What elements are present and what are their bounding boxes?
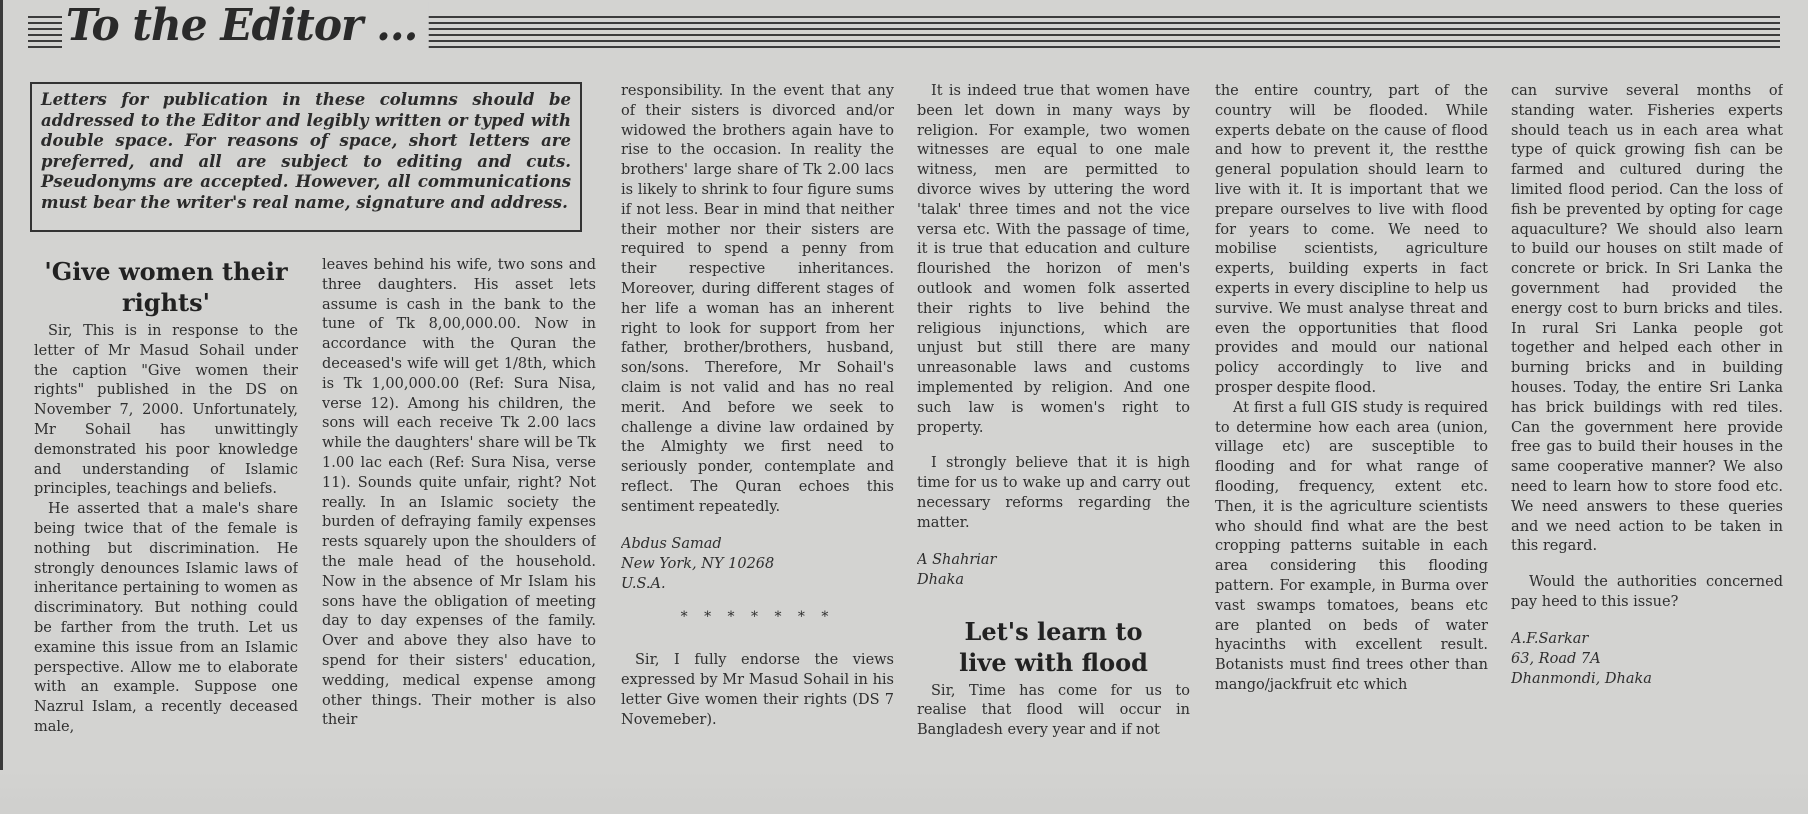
signature-country: U.S.A. — [621, 575, 666, 592]
letter1-paragraph: responsibility. In the event that any of their sisters is divorced and/or widowed the brothers again have to rise to the occasion. In reality the brothers' large share of Tk 2.00 lacs is likely to shrink to four figure sums if not less. Bear in mind that neither their mother nor their sisters are required to spend a penny from their respective inheritances. Moreover, during different stages of her life a woman has an inherent right to look for support from her father, brother/brothers, husband, son/sons. Therefore, Mr Sohail's claim is not valid and has no real merit. And before we seek to challenge a divine law ordained by the Almighty we first need to seriously ponder, contemplate and reflect. The Quran echoes this sentiment repeatedly. — [621, 83, 894, 515]
letter1-headline: 'Give women their rights' — [44, 257, 288, 317]
letter1-paragraph: leaves behind his wife, two sons and three daughters. His asset lets assume is cash in the bank to the tune of Tk 8,00,000.00. Now in accordance with the Quran the deceased's wife will get 1/8th, which is Tk 1,00,000.00 (Ref: Sura Nisa, verse 12). Among his children, the sons will each receive Tk 2.00 lacs while the daughters' share will be Tk 1.00 lac each (Ref: Sura Nisa, verse 11). Sounds quite unfair, right? Not really. In an Islamic society the burden of defraying family expenses rests squarely upon the shoulders of the male head of the household. Now in the absence of Mr Islam his sons have the obligation of meeting day to day expenses of the family. Over and above they also have to spend for their sisters' education, wedding, medical expense among other things. Their mother is also their — [322, 257, 596, 729]
letter3-paragraph: can survive several months of standing water. Fisheries experts should teach us in each area what type of quick growing fish can be farmed and cultured during the limited flood period. Can the loss of fish be prevented by opting for cage aquaculture? We should also learn to build our houses on stilt made of concrete or brick. In Sri Lanka the government had provided the energy cost to burn bricks and tiles. In rural Sri Lanka people got together and helped each other in burning bricks and in building houses. Today, the entire Sri Lanka has brick buildings with red tiles. Can the government here provide free gas to build their houses in the same cooperative manner? We also need to learn how to store food etc. We need answers to these queries and we need action to be taken in this regard. — [1511, 83, 1783, 555]
column-6 — [1511, 82, 1783, 776]
column-5 — [1215, 82, 1488, 776]
letter2-paragraph: I strongly believe that it is high time for us to wake up and carry out necessary reforms regarding the matter. — [917, 455, 1190, 531]
section-title: To the Editor ... — [62, 2, 429, 50]
signature-city: New York, NY 10268 — [621, 555, 775, 572]
letter3-paragraph: the entire country, part of the country will be flooded. While experts debate on the cause of flood and how to prevent it, the restthe general population should learn to live with it. It is important that we prepare ourselves to live with flood for years to come. We need to mobilise scientists, agriculture experts, building experts in fact experts in every discipline to help us survive. We must analyse threat and even the opportunities that flood provides and mould our national policy accordingly to live and prosper despite flood. — [1215, 83, 1488, 396]
signature-name: A Shahriar — [917, 551, 997, 568]
letter1-signature — [621, 534, 894, 594]
letter3-signature — [1511, 629, 1783, 689]
letter3-paragraph: At first a full GIS study is required to determine how each area (union, village etc) are susceptible to flooding and for what range of flooding, frequency, extent etc. Then, it is the agriculture scientists who should find what are the best cropping patterns suitable in each area considering this flooding pattern. For example, in Burma over vast swamps tomatoes, beans etc are planted on beds of water hyacinths with excellent result. Botanists must find trees other than mango/jackfruit etc which — [1215, 399, 1488, 693]
column-2 — [322, 256, 596, 776]
signature-name: Abdus Samad — [621, 535, 722, 552]
letter3-headline: Let's learn to live with flood — [959, 616, 1148, 677]
signature-area: Dhanmondi, Dhaka — [1511, 670, 1652, 687]
letter2-paragraph: Sir, I fully endorse the views expressed by Mr Masud Sohail in his letter Give women their rights (DS 7 Novemeber). — [621, 652, 894, 728]
letter2-paragraph: It is indeed true that women have been let down in many ways by religion. For example, two women witnesses are equal to one male witness, men are permitted to divorce wives by uttering the word 'talak' three times and not the vice versa etc. With the passage of time, it is true that education and culture flourished the horizon of men's outlook and women folk asserted their rights to live behind the religious injunctions, which are unjust but still there are many unreasonable laws and customs implemented by religion. And one such law is women's right to property. — [917, 83, 1190, 436]
letter2-signature — [917, 550, 1190, 590]
editor-notice-box: Letters for publication in these columns should be addressed to the Editor and legibly written or typed with double space. For reasons of space, short letters are preferred, and all are subject to editing and cuts. Pseudonyms are accepted. However, all communications must bear the writer's real name, signature and address. — [30, 82, 582, 232]
signature-name: A.F.Sarkar — [1511, 630, 1589, 647]
letter3-paragraph: Would the authorities concerned pay heed to this issue? — [1511, 574, 1783, 610]
letter1-paragraph: Sir, This is in response to the letter of Mr Masud Sohail under the caption "Give women their rights" published in the DS on November 7, 2000. Unfortunately, Mr Sohail has unwittingly demonstrated his poor knowledge and understanding of Islamic principles, teachings and beliefs. — [34, 323, 298, 498]
letter-separator: * * * * * * * — [680, 608, 835, 625]
page-bottom-shadow — [0, 770, 1808, 814]
column-1 — [34, 256, 298, 776]
column-3 — [621, 82, 894, 776]
letter3-paragraph: Sir, Time has come for us to realise that flood will occur in Bangladesh every year and if not — [917, 682, 1190, 739]
column-4 — [917, 82, 1190, 776]
letter1-paragraph: He asserted that a male's share being twice that of the female is nothing but discrimination. He strongly denounces Islamic laws of inheritance pertaining to women as discriminatory. But nothing could be farther from the truth. Let us examine this issue from an Islamic perspective. Allow me to elaborate with an example. Suppose one Nazrul Islam, a recently deceased male, — [34, 501, 298, 735]
signature-city: Dhaka — [917, 571, 965, 588]
signature-street: 63, Road 7A — [1511, 650, 1601, 667]
page-left-border — [0, 0, 3, 770]
